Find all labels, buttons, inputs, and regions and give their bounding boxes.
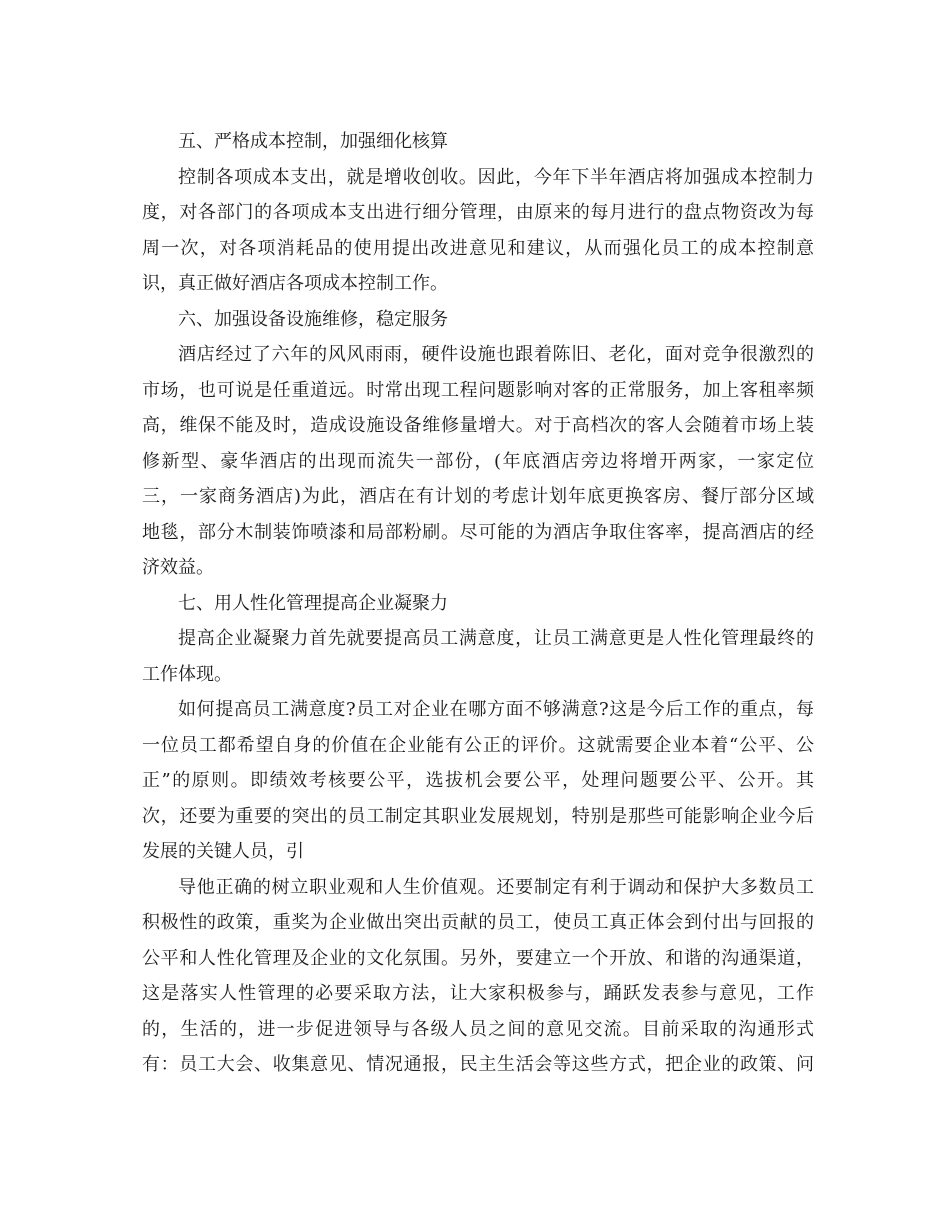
paragraph-line: 工作体现。 (142, 663, 232, 685)
paragraph-line: 识，真正做好酒店各项成本控制工作。 (142, 273, 448, 294)
paragraph-line: 次，还要为重要的突出的员工制定其职业发展规划，特别是那些可能影响企业今后 (142, 805, 814, 827)
paragraph-line: 正”的原则。即绩效考核要公平，选拔机会要公平，处理问题要公平、公开。其 (142, 770, 814, 791)
paragraph-line: 如何提高员工满意度?员工对企业在哪方面不够满意?这是今后工作的重点，每 (178, 699, 814, 720)
paragraph-line: 有：员工大会、收集意见、情况通报，民主生活会等这些方式，把企业的政策、问 (142, 1054, 814, 1075)
paragraph-line: 控制各项成本支出，就是增收创收。因此，今年下半年酒店将加强成本控制力 (178, 166, 814, 188)
paragraph-line: 公平和人性化管理及企业的文化氛围。另外，要建立一个开放、和谐的沟通渠道， (142, 947, 814, 969)
paragraph-line: 这是落实人性管理的必要采取方法，让大家积极参与，踊跃发表参与意见，工作 (142, 983, 814, 1004)
paragraph-line: 发展的关键人员，引 (142, 841, 304, 862)
paragraph-line: 一位员工都希望自身的价值在企业能有公正的评价。这就需要企业本着“公平、公 (142, 734, 814, 756)
paragraph-line: 积极性的政策，重奖为企业做出突出贡献的员工，使员工真正体会到付出与回报的 (142, 912, 814, 933)
paragraph-line: 市场，也可说是任重道远。时常出现工程问题影响对客的正常服务，加上客租率频 (142, 379, 814, 401)
paragraph-line: 的，生活的，进一步促进领导与各级人员之间的意见交流。目前采取的沟通形式 (142, 1018, 814, 1040)
document-page (142, 124, 814, 1083)
paragraph-line: 高，维保不能及时，造成设施设备维修量增大。对于高档次的客人会随着市场上装 (142, 415, 814, 436)
paragraph-line: 地毯，部分木制装饰喷漆和局部粉刷。尽可能的为酒店争取住客率，提高酒店的经 (142, 521, 814, 543)
paragraph-line: 导他正确的树立职业观和人生价值观。还要制定有利于调动和保护大多数员工 (178, 876, 814, 898)
paragraph-line: 提高企业凝聚力首先就要提高员工满意度，让员工满意更是人性化管理最终的 (178, 628, 814, 649)
paragraph-line: 度，对各部门的各项成本支出进行细分管理，由原来的每月进行的盘点物资改为每 (142, 202, 814, 223)
paragraph-line: 酒店经过了六年的风风雨雨，硬件设施也跟着陈旧、老化，面对竞争很激烈的 (178, 344, 814, 365)
paragraph-line: 济效益。 (142, 557, 214, 578)
section-heading: 七、用人性化管理提高企业凝聚力 (178, 592, 448, 614)
paragraph-line: 三，一家商务酒店)为此，酒店在有计划的考虑计划年底更换客房、餐厅部分区域 (142, 486, 814, 507)
paragraph-line: 周一次，对各项消耗品的使用提出改进意见和建议，从而强化员工的成本控制意 (142, 237, 814, 259)
section-heading: 五、严格成本控制，加强细化核算 (178, 131, 448, 152)
paragraph-line: 修新型、豪华酒店的出现而流失一部份，(年底酒店旁边将增开两家，一家定位 (142, 450, 814, 472)
section-heading: 六、加强设备设施维修，稳定服务 (178, 308, 448, 330)
